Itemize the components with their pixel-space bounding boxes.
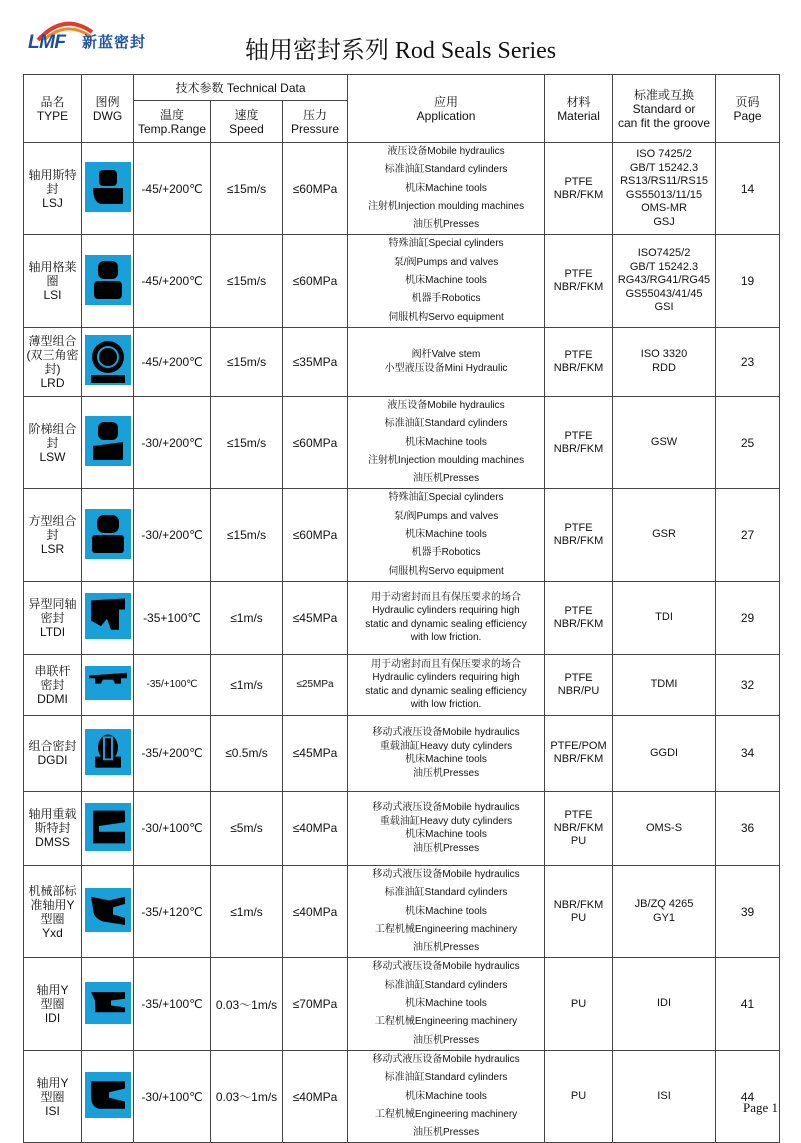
cell-page: 19: [716, 235, 780, 327]
cell-dwg: [82, 581, 134, 654]
cell-material: PTFE NBR/FKM: [545, 327, 613, 396]
cell-dwg: [82, 715, 134, 791]
cell-standard: GSW: [613, 396, 716, 488]
cell-speed: ≤1m/s: [211, 581, 283, 654]
cell-temp: -35+100℃: [134, 581, 211, 654]
cell-temp: -35/+100℃: [134, 958, 211, 1050]
cell-application: 移动式液压设备Mobile hydraulics 标准油缸Standard cylinders 机床Machine tools 工程机械Engineering machinery 油压机Presses: [348, 865, 545, 957]
cell-page: 36: [716, 791, 780, 865]
cell-application: 特殊油缸Special cylinders 泵/阀Pumps and valves 机床Machine tools 机器手Robotics 伺服机构Servo equipment: [348, 489, 545, 581]
cell-application: 移动式液压设备Mobile hydraulics 标准油缸Standard cylinders 机床Machine tools 工程机械Engineering machinery 油压机Presses: [348, 1050, 545, 1142]
header-page: 页码 Page: [716, 75, 780, 143]
rod-seals-table: [23, 74, 780, 1143]
cell-pressure: ≤40MPa: [283, 865, 348, 957]
cell-standard: GSR: [613, 489, 716, 581]
seal-isi-icon: [85, 1072, 131, 1118]
cell-material: PU: [545, 1050, 613, 1142]
cell-pressure: ≤40MPa: [283, 791, 348, 865]
cell-temp: -45/+200℃: [134, 235, 211, 327]
cell-application: 阀杆Valve stem 小型液压设备Mini Hydraulic: [348, 327, 545, 396]
table-row: [24, 143, 780, 235]
cell-dwg: [82, 958, 134, 1050]
seal-ddmi-icon: [85, 666, 131, 700]
cell-type: 异型同轴 密封 LTDI: [24, 581, 82, 654]
table-row: [24, 654, 780, 715]
cell-type: 轴用Y 型圈 IDI: [24, 958, 82, 1050]
cell-pressure: ≤60MPa: [283, 235, 348, 327]
cell-dwg: [82, 1050, 134, 1142]
cell-speed: ≤0.5m/s: [211, 715, 283, 791]
cell-type: 薄型组合 (双三角密 封) LRD: [24, 327, 82, 396]
cell-page: 34: [716, 715, 780, 791]
cell-pressure: ≤60MPa: [283, 489, 348, 581]
cell-type: 轴用Y 型圈 ISI: [24, 1050, 82, 1142]
seal-idi-icon: [85, 982, 131, 1024]
cell-temp: -45/+200℃: [134, 327, 211, 396]
seal-yxd-icon: [85, 888, 131, 932]
table-row: [24, 715, 780, 791]
cell-material: PU: [545, 958, 613, 1050]
cell-material: NBR/FKM PU: [545, 865, 613, 957]
cell-temp: -35/+200℃: [134, 715, 211, 791]
cell-speed: ≤15m/s: [211, 489, 283, 581]
cell-dwg: [82, 143, 134, 235]
table-row: [24, 235, 780, 327]
cell-application: 特殊油缸Special cylinders 泵/阀Pumps and valves 机床Machine tools 机器手Robotics 伺服机构Servo equipment: [348, 235, 545, 327]
cell-speed: ≤15m/s: [211, 396, 283, 488]
cell-type: 组合密封 DGDI: [24, 715, 82, 791]
cell-type: 轴用格莱 圈 LSI: [24, 235, 82, 327]
cell-material: PTFE NBR/FKM: [545, 396, 613, 488]
cell-material: PTFE NBR/PU: [545, 654, 613, 715]
cell-pressure: ≤70MPa: [283, 958, 348, 1050]
seal-dmss-icon: [85, 803, 131, 851]
table-row: [24, 396, 780, 488]
cell-temp: -35/+100℃: [134, 654, 211, 715]
cell-pressure: ≤45MPa: [283, 581, 348, 654]
header-standard: 标准或互换 Standard or can fit the groove: [613, 75, 716, 143]
header-technical-data: 技术参数 Technical Data: [134, 75, 348, 101]
cell-material: PTFE NBR/FKM: [545, 581, 613, 654]
cell-page: 39: [716, 865, 780, 957]
cell-temp: -30/+200℃: [134, 396, 211, 488]
cell-material: PTFE NBR/FKM: [545, 143, 613, 235]
cell-pressure: ≤25MPa: [283, 654, 348, 715]
cell-pressure: ≤45MPa: [283, 715, 348, 791]
cell-temp: -35/+120℃: [134, 865, 211, 957]
cell-application: 用于动密封而且有保压要求的场合 Hydraulic cylinders requiring high static and dynamic sealing efficiency with low friction.: [348, 654, 545, 715]
header-pressure: 压力 Pressure: [283, 101, 348, 143]
cell-page: 29: [716, 581, 780, 654]
cell-dwg: [82, 791, 134, 865]
cell-material: PTFE/POM NBR/FKM: [545, 715, 613, 791]
cell-speed: ≤5m/s: [211, 791, 283, 865]
seal-lsw-icon: [85, 416, 131, 466]
cell-type: 机械部标 准轴用Y 型圈 Yxd: [24, 865, 82, 957]
cell-standard: ISO7425/2 GB/T 15242.3 RG43/RG41/RG45 GS55043/41/45 GSI: [613, 235, 716, 327]
header-temp: 温度 Temp.Range: [134, 101, 211, 143]
cell-page: 32: [716, 654, 780, 715]
cell-type: 串联杆 密封 DDMI: [24, 654, 82, 715]
cell-application: 移动式液压设备Mobile hydraulics 标准油缸Standard cylinders 机床Machine tools 工程机械Engineering machinery 油压机Presses: [348, 958, 545, 1050]
cell-temp: -30/+200℃: [134, 489, 211, 581]
cell-temp: -30/+100℃: [134, 1050, 211, 1142]
cell-pressure: ≤60MPa: [283, 396, 348, 488]
cell-speed: ≤15m/s: [211, 235, 283, 327]
cell-page: 25: [716, 396, 780, 488]
cell-standard: ISO 3320 RDD: [613, 327, 716, 396]
cell-type: 方型组合 封 LSR: [24, 489, 82, 581]
cell-application: 移动式液压设备Mobile hydraulics 重载油缸Heavy duty cylinders 机床Machine tools 油压机Presses: [348, 715, 545, 791]
page-number: Page 1: [742, 1100, 778, 1115]
table-row: [24, 327, 780, 396]
cell-standard: GGDI: [613, 715, 716, 791]
cell-pressure: ≤60MPa: [283, 143, 348, 235]
cell-type: 轴用重载 斯特封 DMSS: [24, 791, 82, 865]
cell-page: 27: [716, 489, 780, 581]
header-speed: 速度 Speed: [211, 101, 283, 143]
cell-standard: IDI: [613, 958, 716, 1050]
seal-dgdi-icon: [85, 729, 131, 775]
cell-dwg: [82, 235, 134, 327]
header-application: 应用 Application: [348, 75, 545, 143]
cell-temp: -30/+100℃: [134, 791, 211, 865]
cell-material: PTFE NBR/FKM: [545, 235, 613, 327]
seal-lsr-icon: [85, 509, 131, 559]
cell-type: 轴用斯特 封 LSJ: [24, 143, 82, 235]
table-row: [24, 581, 780, 654]
header-material: 材料 Material: [545, 75, 613, 143]
seal-lrd-icon: [85, 335, 131, 385]
cell-page: 23: [716, 327, 780, 396]
table-row: [24, 489, 780, 581]
logo-text: LMF: [28, 32, 66, 53]
cell-dwg: [82, 327, 134, 396]
cell-page: 14: [716, 143, 780, 235]
cell-speed: 0.03～1m/s: [211, 958, 283, 1050]
cell-standard: OMS-S: [613, 791, 716, 865]
seal-ltdi-icon: [85, 593, 131, 639]
cell-speed: ≤1m/s: [211, 865, 283, 957]
cell-material: PTFE NBR/FKM PU: [545, 791, 613, 865]
cell-application: 液压设备Mobile hydraulics 标准油缸Standard cylinders 机床Machine tools 注射机Injection moulding machines 油压机Presses: [348, 396, 545, 488]
cell-standard: ISI: [613, 1050, 716, 1142]
cell-material: PTFE NBR/FKM: [545, 489, 613, 581]
logo-chinese-name: 新蓝密封: [82, 34, 147, 51]
table-row: [24, 865, 780, 957]
cell-speed: ≤15m/s: [211, 327, 283, 396]
cell-dwg: [82, 654, 134, 715]
table-row: [24, 958, 780, 1050]
cell-pressure: ≤40MPa: [283, 1050, 348, 1142]
cell-standard: JB/ZQ 4265 GY1: [613, 865, 716, 957]
header-type: 品名 TYPE: [24, 75, 82, 143]
page-title: 轴用密封系列 Rod Seals Series: [244, 38, 557, 64]
cell-type: 阶梯组合 封 LSW: [24, 396, 82, 488]
seal-lsi-icon: [85, 255, 131, 305]
cell-page: 41: [716, 958, 780, 1050]
cell-temp: -45/+200℃: [134, 143, 211, 235]
cell-page: 44: [716, 1050, 780, 1142]
cell-standard: TDI: [613, 581, 716, 654]
table-row: [24, 791, 780, 865]
cell-speed: ≤1m/s: [211, 654, 283, 715]
cell-application: 用于动密封而且有保压要求的场合 Hydraulic cylinders requiring high static and dynamic sealing efficiency with low friction.: [348, 581, 545, 654]
cell-dwg: [82, 489, 134, 581]
table-row: [24, 1050, 780, 1142]
cell-dwg: [82, 396, 134, 488]
cell-standard: ISO 7425/2 GB/T 15242.3 RS13/RS11/RS15 GS55013/11/15 OMS-MR GSJ: [613, 143, 716, 235]
cell-speed: 0.03～1m/s: [211, 1050, 283, 1142]
cell-application: 液压设备Mobile hydraulics 标准油缸Standard cylinders 机床Machine tools 注射机Injection moulding machines 油压机Presses: [348, 143, 545, 235]
cell-dwg: [82, 865, 134, 957]
cell-application: 移动式液压设备Mobile hydraulics 重载油缸Heavy duty cylinders 机床Machine tools 油压机Presses: [348, 791, 545, 865]
cell-speed: ≤15m/s: [211, 143, 283, 235]
header-dwg: 图例 DWG: [82, 75, 134, 143]
cell-pressure: ≤35MPa: [283, 327, 348, 396]
cell-standard: TDMI: [613, 654, 716, 715]
seal-lsj-icon: [85, 162, 131, 212]
